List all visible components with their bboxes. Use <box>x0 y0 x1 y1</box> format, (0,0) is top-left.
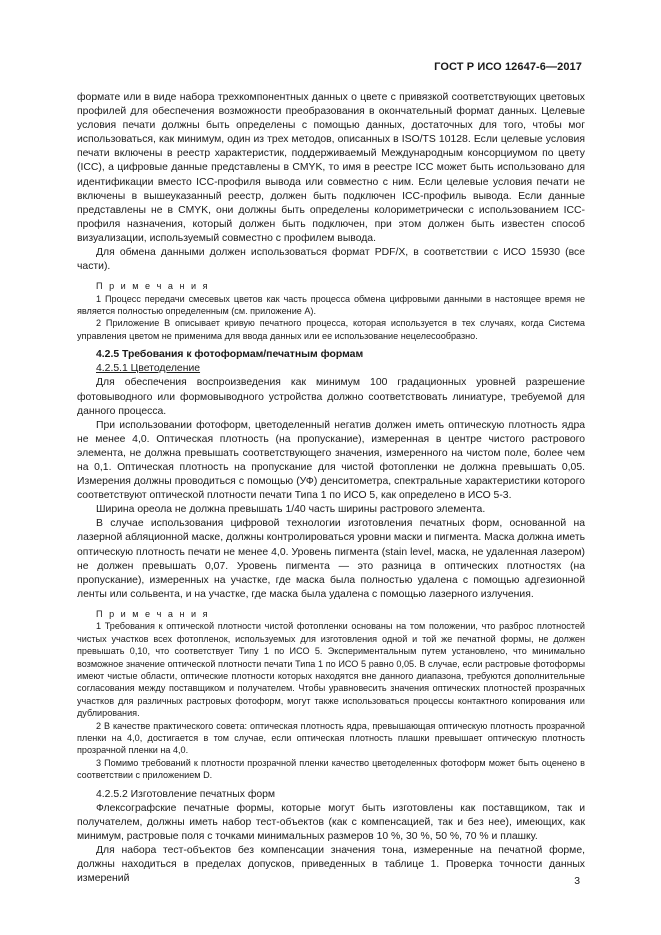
paragraph-pdfx: Для обмена данными должен использоваться формат PDF/X, в соответствии с ИСО 15930 (все части). <box>77 247 585 273</box>
note-2: 2 Приложение В описывает кривую печатного процесса, которая используется в тех случаях, когда Система управления цветом не применима для ввода данных или ее использование нецелесообразно. <box>77 318 585 341</box>
section-heading-4-2-5: 4.2.5 Требования к фотоформам/печатным формам <box>96 349 364 361</box>
subsection-heading-4-2-5-1 <box>77 362 585 376</box>
notes-heading-2: П р и м е ч а н и я <box>96 608 210 619</box>
paragraph-flexo-plates: Флексографские печатные формы, которые могут быть изготовлены как поставщиком, так и получателем, должны иметь набор тест-объектов (как с компенсацией, так и без нее), имеющих, как минимум, растровые поля с точками минимальных размеров 10 %, 30 %, 50 %, 70 % и плашку. <box>77 802 585 842</box>
subsection-heading-4-2-5-2: 4.2.5.2 Изготовление печатных форм <box>96 788 276 800</box>
page-body <box>77 91 585 886</box>
paragraph-target-conditions: формате или в виде набора трехкомпонентных данных о цвете с привязкой соответствующих цветовых профилей для обеспечения возможности преобразования в окончательный формат данных. Целевые условия печати должны быть определены с помощью данных, достаточных для того, чтобы мог использоваться, как минимум, один из трех методов, описанных в ISO/TS 10128. Если целевые условия печати включены в реестр характеристик, поддерживаемый Международным консорциумом по цвету (ICC), а цифровые данные представлены в CMYK, то имя в реестре ICC может быть использовано для идентификации вместо ICC-профиля вывода или совместно с ним. Если целевые условия печати не включены в вышеуказанный реестр, должен быть подключен ICC-профиль вывода. Если данные представлены не в CMYK, они должны быть определены колориметрически с использованием ICC-профиля назначения, который должен быть подключен, при этом должен быть известен способ визуализации, используемый совместно с профилем вывода. <box>77 92 585 244</box>
note-1: 1 Процесс передачи смесевых цветов как часть процесса обмена цифровыми данными в настоящее время не является полностью определенным (см. приложение А). <box>77 293 585 317</box>
note-density-1: 1 Требования к оптической плотности чистой фотопленки основаны на том положении, что разброс плотностей чистых участков всех фотопленок, используемых для изготовления одной и той же печатной формы, не должен превышать 0,10, что соответствует Типу 1 по ИСО 5. Экспериментальным путем установлено, что минимально возможное значение оптической плотности печати Типа 1 по ИСО 5 равно 0,05. В случае, если растровые фотоформы имеют чистые области, оптические плотности которых находятся вне данного диапазона, требуются дополнительные согласования между поставщиком и получателем. Чтобы уравновесить значения оптических плотностей прозрачных участков для различных растровых фотоформ, могут также использоваться процессы контактного копирования или дублирования. <box>77 621 585 719</box>
paragraph-tone-values: Для набора тест-объектов без компенсации значения тона, измеренные на печатной форме, должны находиться в пределах допусков, приведенных в таблице 1. Проверка точности данных измерений <box>77 845 585 885</box>
paragraph-laser-mask: В случае использования цифровой технологии изготовления печатных форм, основанной на лазерной абляционной маске, должны контролироваться уровни маски и пигмента. Маска должна иметь оптическую плотность печати не менее 4,0. Уровень пигмента (stain level, маска, не удаленная лазером) не должен превышать 0,07. Уровень пигмента — это разница в оптических плотностях (на пропускание), измеренных на участке, где маска была полностью удалена с помощью адгезионной ленты или сольвента, и на участке, где маска была удалена с помощью лазерного излучения. <box>77 518 585 600</box>
note-density-2: 2 В качестве практического совета: оптическая плотность ядра, превышающая оптическую плотность прозрачной пленки на 4,0, достигается в том случае, если оптическая плотность плашки превышает оптическую плотность прозрачной пленки на 4,0. <box>77 720 585 756</box>
paragraph-resolution: Для обеспечения воспроизведения как минимум 100 градационных уровней разрешение фотовыводного или формовыводного устройства должно соответствовать линиатуре, требуемой для данного процесса. <box>77 377 585 417</box>
document-header: ГОСТ Р ИСО 12647-6—2017 <box>434 61 582 73</box>
subsection-title: 4.2.5.1 Цветоделение <box>96 363 201 375</box>
paragraph-halo-width: Ширина ореола не должна превышать 1/40 часть ширины растрового элемента. <box>96 504 486 516</box>
notes-heading: П р и м е ч а н и я <box>96 281 210 292</box>
page-number: 3 <box>574 876 580 887</box>
note-density-3: 3 Помимо требований к плотности прозрачной пленки качество цветоделенных фотоформ может быть оценено в соответствии с приложением D. <box>77 757 585 781</box>
paragraph-photoforms: При использовании фотоформ, цветоделенный негатив должен иметь оптическую плотность ядра не менее 4,0. Оптическая плотность (на пропускание), измеренная в центре чистого растрового элемента, не должна превышать соответствующего значения, измеренного на чистом поле, более чем на 0,1. Оптическая плотность на пропускание для чистой фотопленки не должна превышать 0,05. Измерения должны проводиться с помощью (УФ) денситометра, спектральные характеристики которого соответствуют оптической плотности печати Типа 1 по ИСО 5, как определено в ИСО 5-3. <box>77 419 585 502</box>
